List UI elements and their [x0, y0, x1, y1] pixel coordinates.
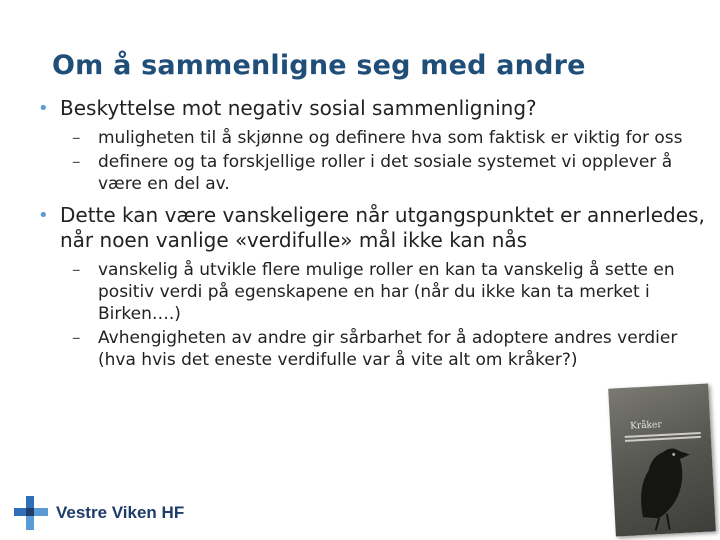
sub-bullet-text: definere og ta forskjellige roller i det sosiale systemet vi opplever å være en del av.: [98, 152, 673, 194]
sub-bullet-text: muligheten til å skjønne og definere hva som faktisk er viktig for oss: [98, 128, 683, 148]
bullet-item: [28, 203, 708, 253]
company-logo: [14, 496, 184, 530]
sub-bullet-item: [28, 327, 708, 371]
dash-icon: –: [72, 152, 81, 172]
medical-cross-logo-icon: [14, 496, 50, 530]
book-cover-image: [608, 383, 716, 536]
sub-bullet-text: Avhengigheten av andre gir sårbarhet for å adoptere andres verdier (hva hvis det eneste verdifulle var å vite alt om kråker?): [98, 328, 678, 370]
bullet-text: Beskyttelse mot negativ sosial sammenligning?: [60, 96, 537, 120]
bullet-dot-icon: •: [38, 205, 49, 226]
sub-bullet-item: [28, 127, 708, 149]
bullet-text: Dette kan være vanskeligere når utgangspunktet er annerledes, når noen vanlige «verdifulle» mål ikke kan nås: [60, 203, 705, 252]
dash-icon: –: [72, 328, 81, 348]
dash-icon: –: [72, 128, 81, 148]
sub-bullet-text: vanskelig å utvikle flere mulige roller en kan ta vanskelig å sette en positiv verdi på egenskapene en har (når du ikke kan ta merket i Birken….): [98, 260, 675, 324]
sub-bullet-item: [28, 151, 708, 195]
bullet-dot-icon: •: [38, 98, 49, 119]
crow-illustration-icon: [608, 383, 716, 536]
book-title: Kråker: [629, 419, 662, 432]
bullet-list: [28, 96, 708, 371]
slide-title: Om å sammenligne seg med andre: [52, 50, 586, 81]
dash-icon: –: [72, 260, 81, 280]
logo-text: Vestre Viken HF: [56, 503, 185, 522]
sub-bullet-item: [28, 259, 708, 325]
bullet-item: [28, 96, 708, 121]
